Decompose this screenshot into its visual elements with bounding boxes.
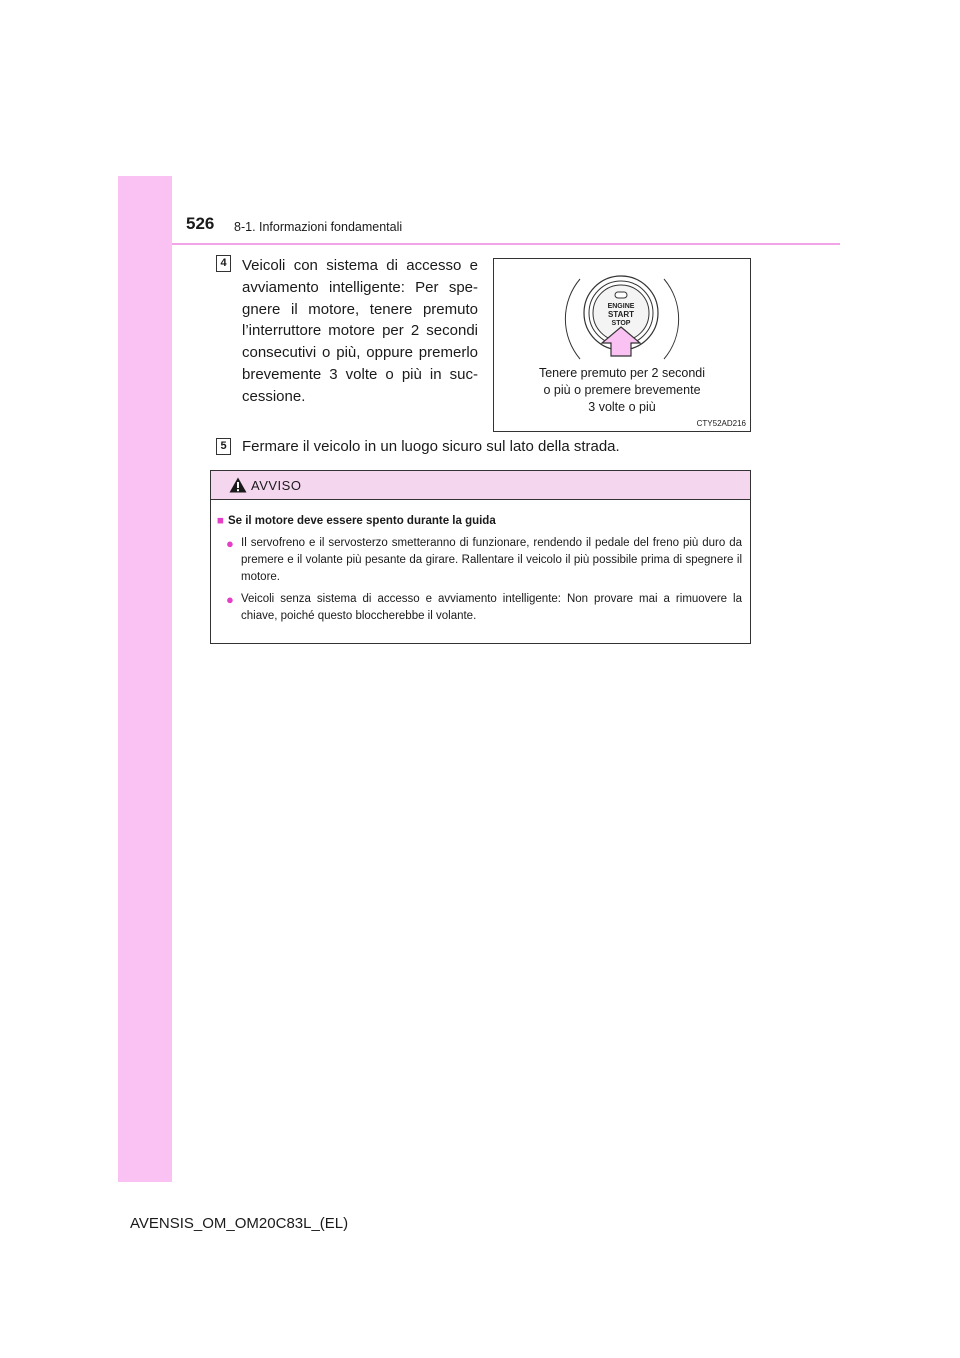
warning-bullet-1: ● Il servofreno e il servosterzo smetteranno di funzionare, rendendo il pedale del freno più duro da premere e il volante più pesante da girare. Rallentare il veicolo il più possibile prima di spegnere il motore.: [226, 536, 742, 583]
step-5-text: Fermare il veicolo in un luogo sicuro sul lato della strada.: [242, 438, 620, 455]
button-label-engine: ENGINE: [607, 303, 635, 310]
step-4-text: Veicoli con sistema di accesso e avviamento intelligente: Per spe-gnere il motore, tenere premuto l’interruttore motore per 2 secondi consecutivi o più, oppure premerlo brevemente 3 volte o più in suc-cessione.: [242, 257, 478, 405]
side-color-band: [118, 176, 172, 1182]
warning-header: [211, 471, 750, 500]
step-badge-5: 5: [216, 438, 231, 455]
square-bullet-icon: ■: [217, 515, 224, 527]
figure-code: CTY52AD216: [696, 419, 746, 428]
page-number: 526: [186, 214, 215, 233]
warning-bullet-2: ● Veicoli senza sistema di accesso e avviamento intelligente: Non provare mai a rimuovere la chiave, poiché questo bloccherebbe il volante.: [226, 592, 742, 622]
bullet-dot-icon: ●: [226, 536, 234, 551]
warning-box: [210, 470, 751, 644]
warning-triangle-icon: [229, 477, 247, 493]
figure-caption: Tenere premuto per 2 secondi o più o premere brevemente 3 volte o più: [538, 366, 706, 414]
button-label-start: START: [607, 310, 635, 319]
warning-title: AVVISO: [251, 478, 302, 493]
section-title: 8-1. Informazioni fondamentali: [234, 220, 403, 234]
button-label-stop: STOP: [611, 320, 631, 327]
step-badge-4: 4: [216, 255, 231, 272]
document-code: AVENSIS_OM_OM20C83L_(EL): [130, 1215, 349, 1232]
bullet-dot-icon: ●: [226, 592, 234, 607]
engine-switch-figure: [493, 258, 751, 432]
warning-heading: ■ Se il motore deve essere spento durante la guida: [217, 515, 496, 527]
header-rule: [172, 243, 840, 245]
